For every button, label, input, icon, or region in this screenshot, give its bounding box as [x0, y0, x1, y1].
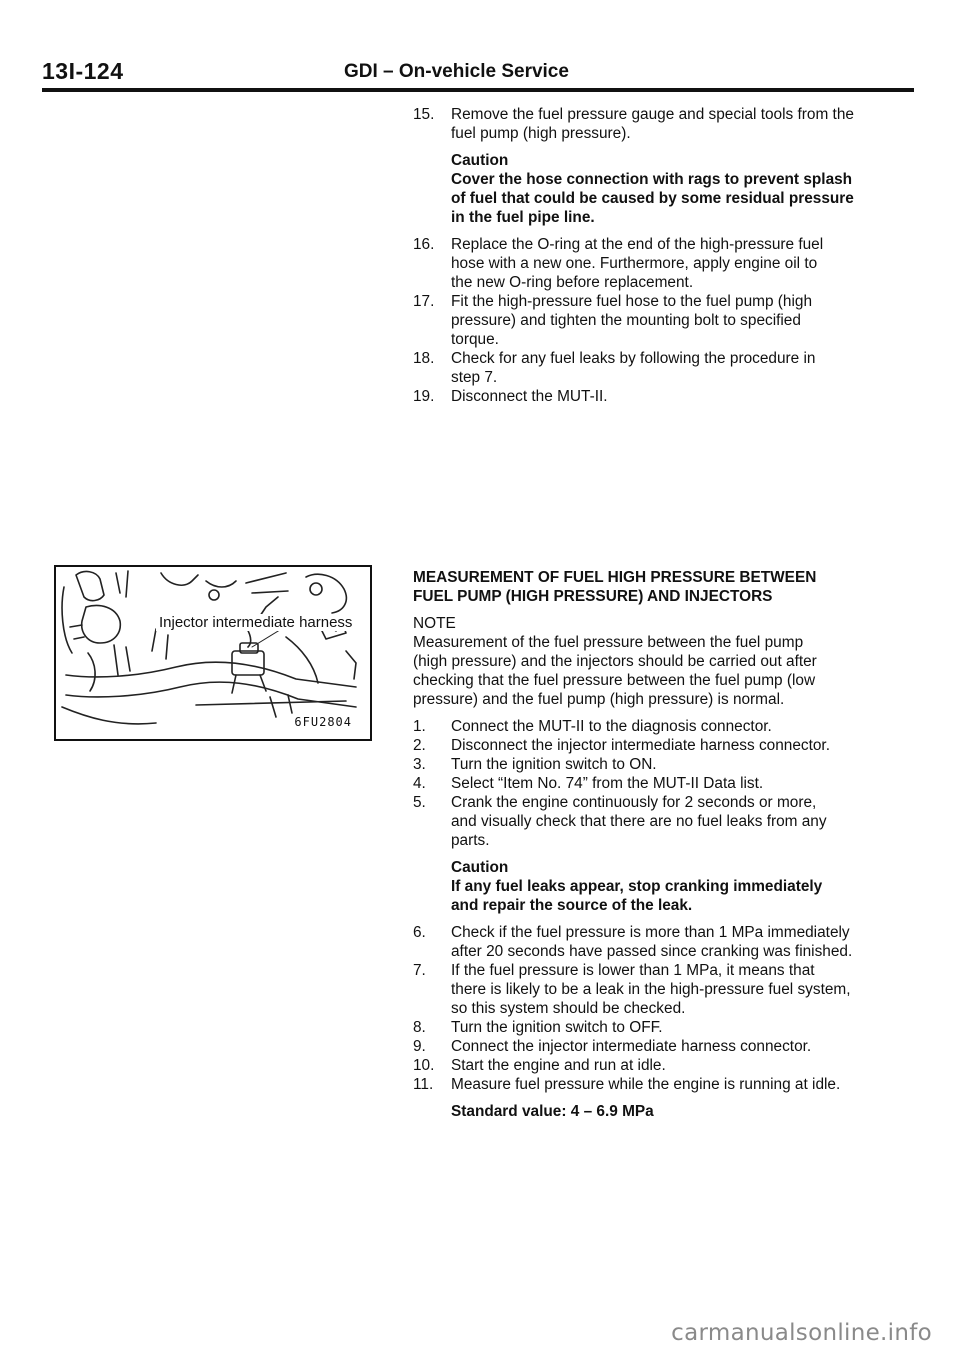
watermark: carmanualsonline.info [671, 1320, 932, 1346]
step-number: 17. [413, 293, 435, 310]
note-title: NOTE [413, 615, 456, 632]
step-number: 16. [413, 236, 435, 253]
caution-title: Caution [451, 859, 509, 876]
procedure-step [413, 105, 903, 143]
step-text: Replace the O-ring at the end of the high-pressure fuel [451, 236, 824, 253]
figure-label: Injector intermediate harness [156, 614, 355, 631]
section-heading: FUEL PUMP (HIGH PRESSURE) AND INJECTORS [413, 588, 773, 605]
engine-illustration [54, 565, 372, 741]
step-number: 5. [413, 794, 426, 811]
step-text: Measure fuel pressure while the engine is running at idle. [451, 1076, 841, 1093]
step-text: Fit the high-pressure fuel hose to the fuel pump (high [451, 293, 813, 310]
step-text: hose with a new one. Furthermore, apply engine oil to [451, 255, 818, 272]
procedure-step [413, 923, 903, 961]
procedure-step [413, 1075, 903, 1094]
step-number: 3. [413, 756, 426, 773]
procedure-step [413, 387, 903, 406]
step-text: the new O-ring before replacement. [451, 274, 694, 291]
procedure-step [413, 1018, 903, 1037]
figure-code: 6FU2804 [294, 715, 352, 729]
step-text: Check if the fuel pressure is more than 1 MPa immediately [451, 924, 850, 941]
step-number: 1. [413, 718, 426, 735]
step-number: 15. [413, 106, 435, 123]
procedure-step [413, 717, 903, 736]
caution-title: Caution [451, 152, 509, 169]
step-text: Remove the fuel pressure gauge and special tools from the [451, 106, 854, 123]
note-line: Measurement of the fuel pressure between the fuel pump [413, 634, 804, 651]
step-text: torque. [451, 331, 499, 348]
caution-line: Cover the hose connection with rags to prevent splash [451, 171, 853, 188]
step-text: pressure) and tighten the mounting bolt to specified [451, 312, 801, 329]
section-heading: MEASUREMENT OF FUEL HIGH PRESSURE BETWEEN [413, 569, 817, 586]
step-number: 6. [413, 924, 426, 941]
caution-line: If any fuel leaks appear, stop cranking immediately [451, 878, 823, 895]
engine-drawing [56, 567, 370, 739]
caution-line: in the fuel pipe line. [451, 209, 595, 226]
procedure-step [413, 1037, 903, 1056]
header-rule [42, 88, 914, 92]
step-number: 2. [413, 737, 426, 754]
step-text: so this system should be checked. [451, 1000, 686, 1017]
step-text: Connect the injector intermediate harness connector. [451, 1038, 812, 1055]
step-number: 9. [413, 1038, 426, 1055]
section-title: GDI – On-vehicle Service [344, 61, 569, 82]
step-text: Turn the ignition switch to ON. [451, 756, 657, 773]
step-text: Turn the ignition switch to OFF. [451, 1019, 663, 1036]
caution-line: and repair the source of the leak. [451, 897, 693, 914]
procedure-step [413, 736, 903, 755]
note-line: checking that the fuel pressure between the fuel pump (low [413, 672, 816, 689]
step-number: 4. [413, 775, 426, 792]
caution-line: of fuel that could be caused by some residual pressure [451, 190, 854, 207]
step-text: step 7. [451, 369, 498, 386]
step-text: Disconnect the MUT-II. [451, 388, 608, 405]
step-text: and visually check that there are no fuel leaks from any [451, 813, 827, 830]
step-text: fuel pump (high pressure). [451, 125, 631, 142]
note-line: (high pressure) and the injectors should be carried out after [413, 653, 817, 670]
caution-block-2 [413, 858, 903, 915]
step-number: 11. [413, 1076, 434, 1093]
step-text: parts. [451, 832, 490, 849]
page-number: 13I-124 [42, 58, 124, 84]
page-header [42, 58, 912, 90]
step-number: 10. [413, 1057, 435, 1074]
step-number: 8. [413, 1019, 426, 1036]
caution-block-1 [413, 151, 903, 227]
procedure-step [413, 235, 903, 292]
procedure-step [413, 755, 903, 774]
step-text: Disconnect the injector intermediate harness connector. [451, 737, 830, 754]
measurement-section [413, 568, 903, 1121]
procedure-step [413, 961, 903, 1018]
step-number: 7. [413, 962, 426, 979]
procedure-step [413, 1056, 903, 1075]
standard-value: Standard value: 4 – 6.9 MPa [451, 1103, 654, 1120]
step-text: Select “Item No. 74” from the MUT-II Data list. [451, 775, 764, 792]
note-line: pressure) and the fuel pump (high pressure) is normal. [413, 691, 785, 708]
step-number: 19. [413, 388, 435, 405]
step-text: after 20 seconds have passed since cranking was finished. [451, 943, 853, 960]
procedure-step [413, 793, 903, 850]
procedure-step [413, 349, 903, 387]
step-number: 18. [413, 350, 435, 367]
step-text: If the fuel pressure is lower than 1 MPa, it means that [451, 962, 815, 979]
step-text: Crank the engine continuously for 2 seconds or more, [451, 794, 817, 811]
step-text: Check for any fuel leaks by following the procedure in [451, 350, 816, 367]
procedure-step [413, 292, 903, 349]
step-text: Connect the MUT-II to the diagnosis connector. [451, 718, 772, 735]
step-text: Start the engine and run at idle. [451, 1057, 666, 1074]
procedure-step [413, 774, 903, 793]
step-text: there is likely to be a leak in the high-pressure fuel system, [451, 981, 851, 998]
removal-steps [413, 105, 903, 406]
